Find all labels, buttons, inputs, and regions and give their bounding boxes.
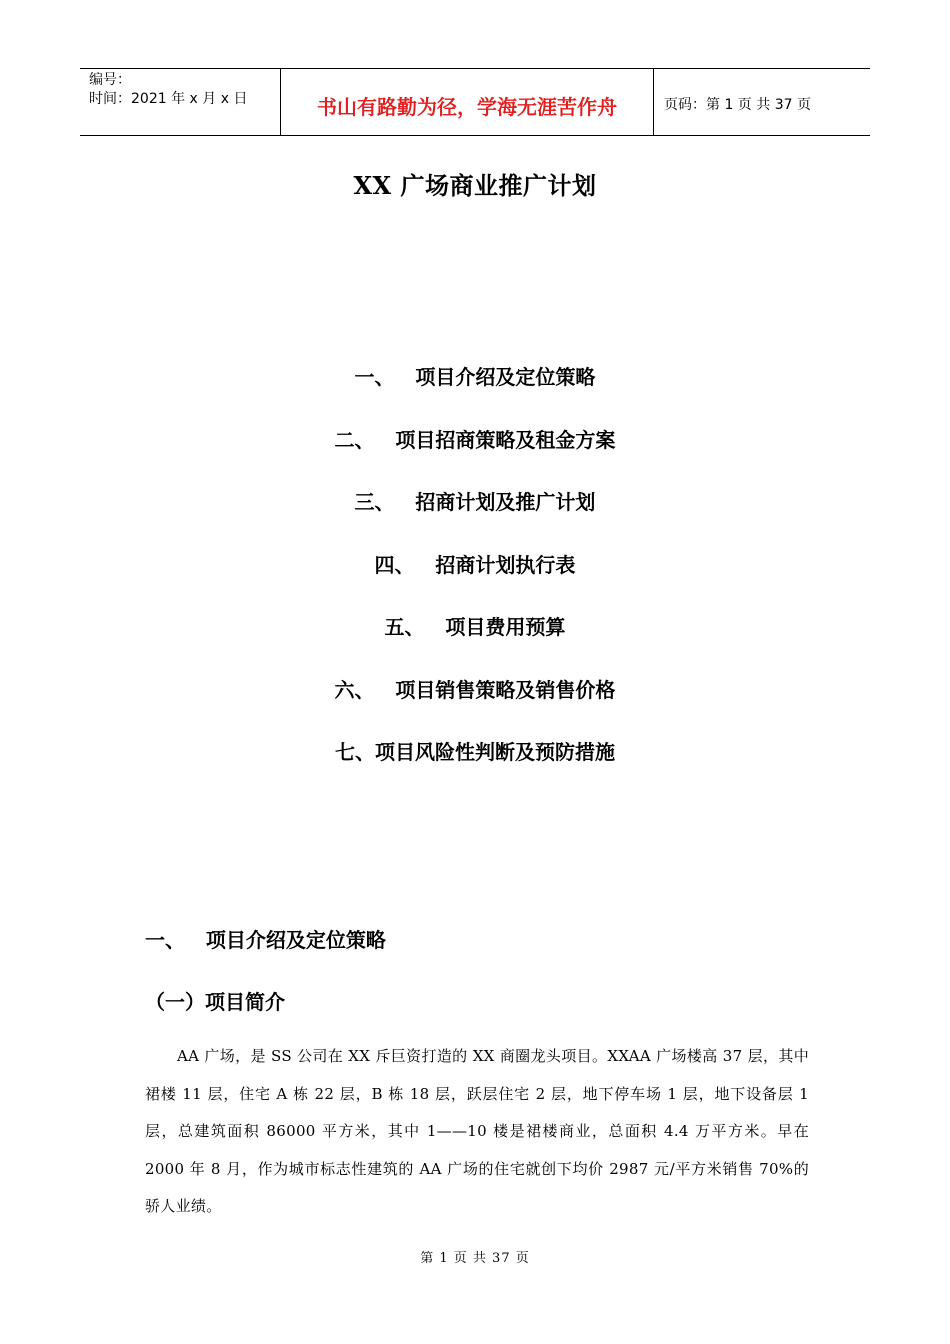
header-page-cell xyxy=(654,69,870,135)
page-footer: 第 1 页 共 37 页 xyxy=(420,1251,530,1266)
header-motto: 书山有路勤为径，学海无涯苦作舟 xyxy=(317,94,617,119)
table-of-contents xyxy=(0,361,950,799)
toc-item-3: 三、 招商计划及推广计划 xyxy=(354,490,596,514)
toc-item-6: 六、 项目销售策略及销售价格 xyxy=(334,677,616,702)
header-number-label: 编号： xyxy=(89,72,131,88)
document-header xyxy=(80,68,870,136)
body-paragraph: AA 广场，是 SS 公司在 XX 斥巨资打造的 XX 商圈龙头项目。XXAA 广场楼高 37 层，其中裙楼 11 层，住宅 A 栋 22 层，B 栋 18 层，跃层住宅 2 层，地下停车场 1 层，地下设备层 1 层，总建筑面积 86000 平方米，其中 1——10 楼是裙楼商业，总面积 4.4 万平方米。早在 2000 年 8 月，作为城市标志性建筑的 AA 广场的住宅就创下均价 2987 元/平方米销售 70%的骄人业绩。 xyxy=(145,1047,809,1215)
toc-item-4: 四、 招商计划执行表 xyxy=(374,552,576,577)
toc-item-1: 一、 项目介绍及定位策略 xyxy=(354,365,596,389)
header-page-info: 页码：第 1 页 共 37 页 xyxy=(664,97,811,113)
section-heading: 一、 项目介绍及定位策略 xyxy=(145,928,386,952)
header-date-label: 时间：2021 年 x 月 x 日 xyxy=(89,91,248,107)
section-subheading: （一）项目简介 xyxy=(145,990,285,1014)
header-motto-cell xyxy=(281,69,654,135)
header-meta-cell xyxy=(80,69,281,135)
toc-item-7: 七、项目风险性判断及预防措施 xyxy=(335,740,615,764)
toc-item-2: 二、 项目招商策略及租金方案 xyxy=(334,427,616,452)
toc-item-5: 五、 项目费用预算 xyxy=(384,615,566,639)
document-title: XX 广场商业推广计划 xyxy=(353,171,597,200)
